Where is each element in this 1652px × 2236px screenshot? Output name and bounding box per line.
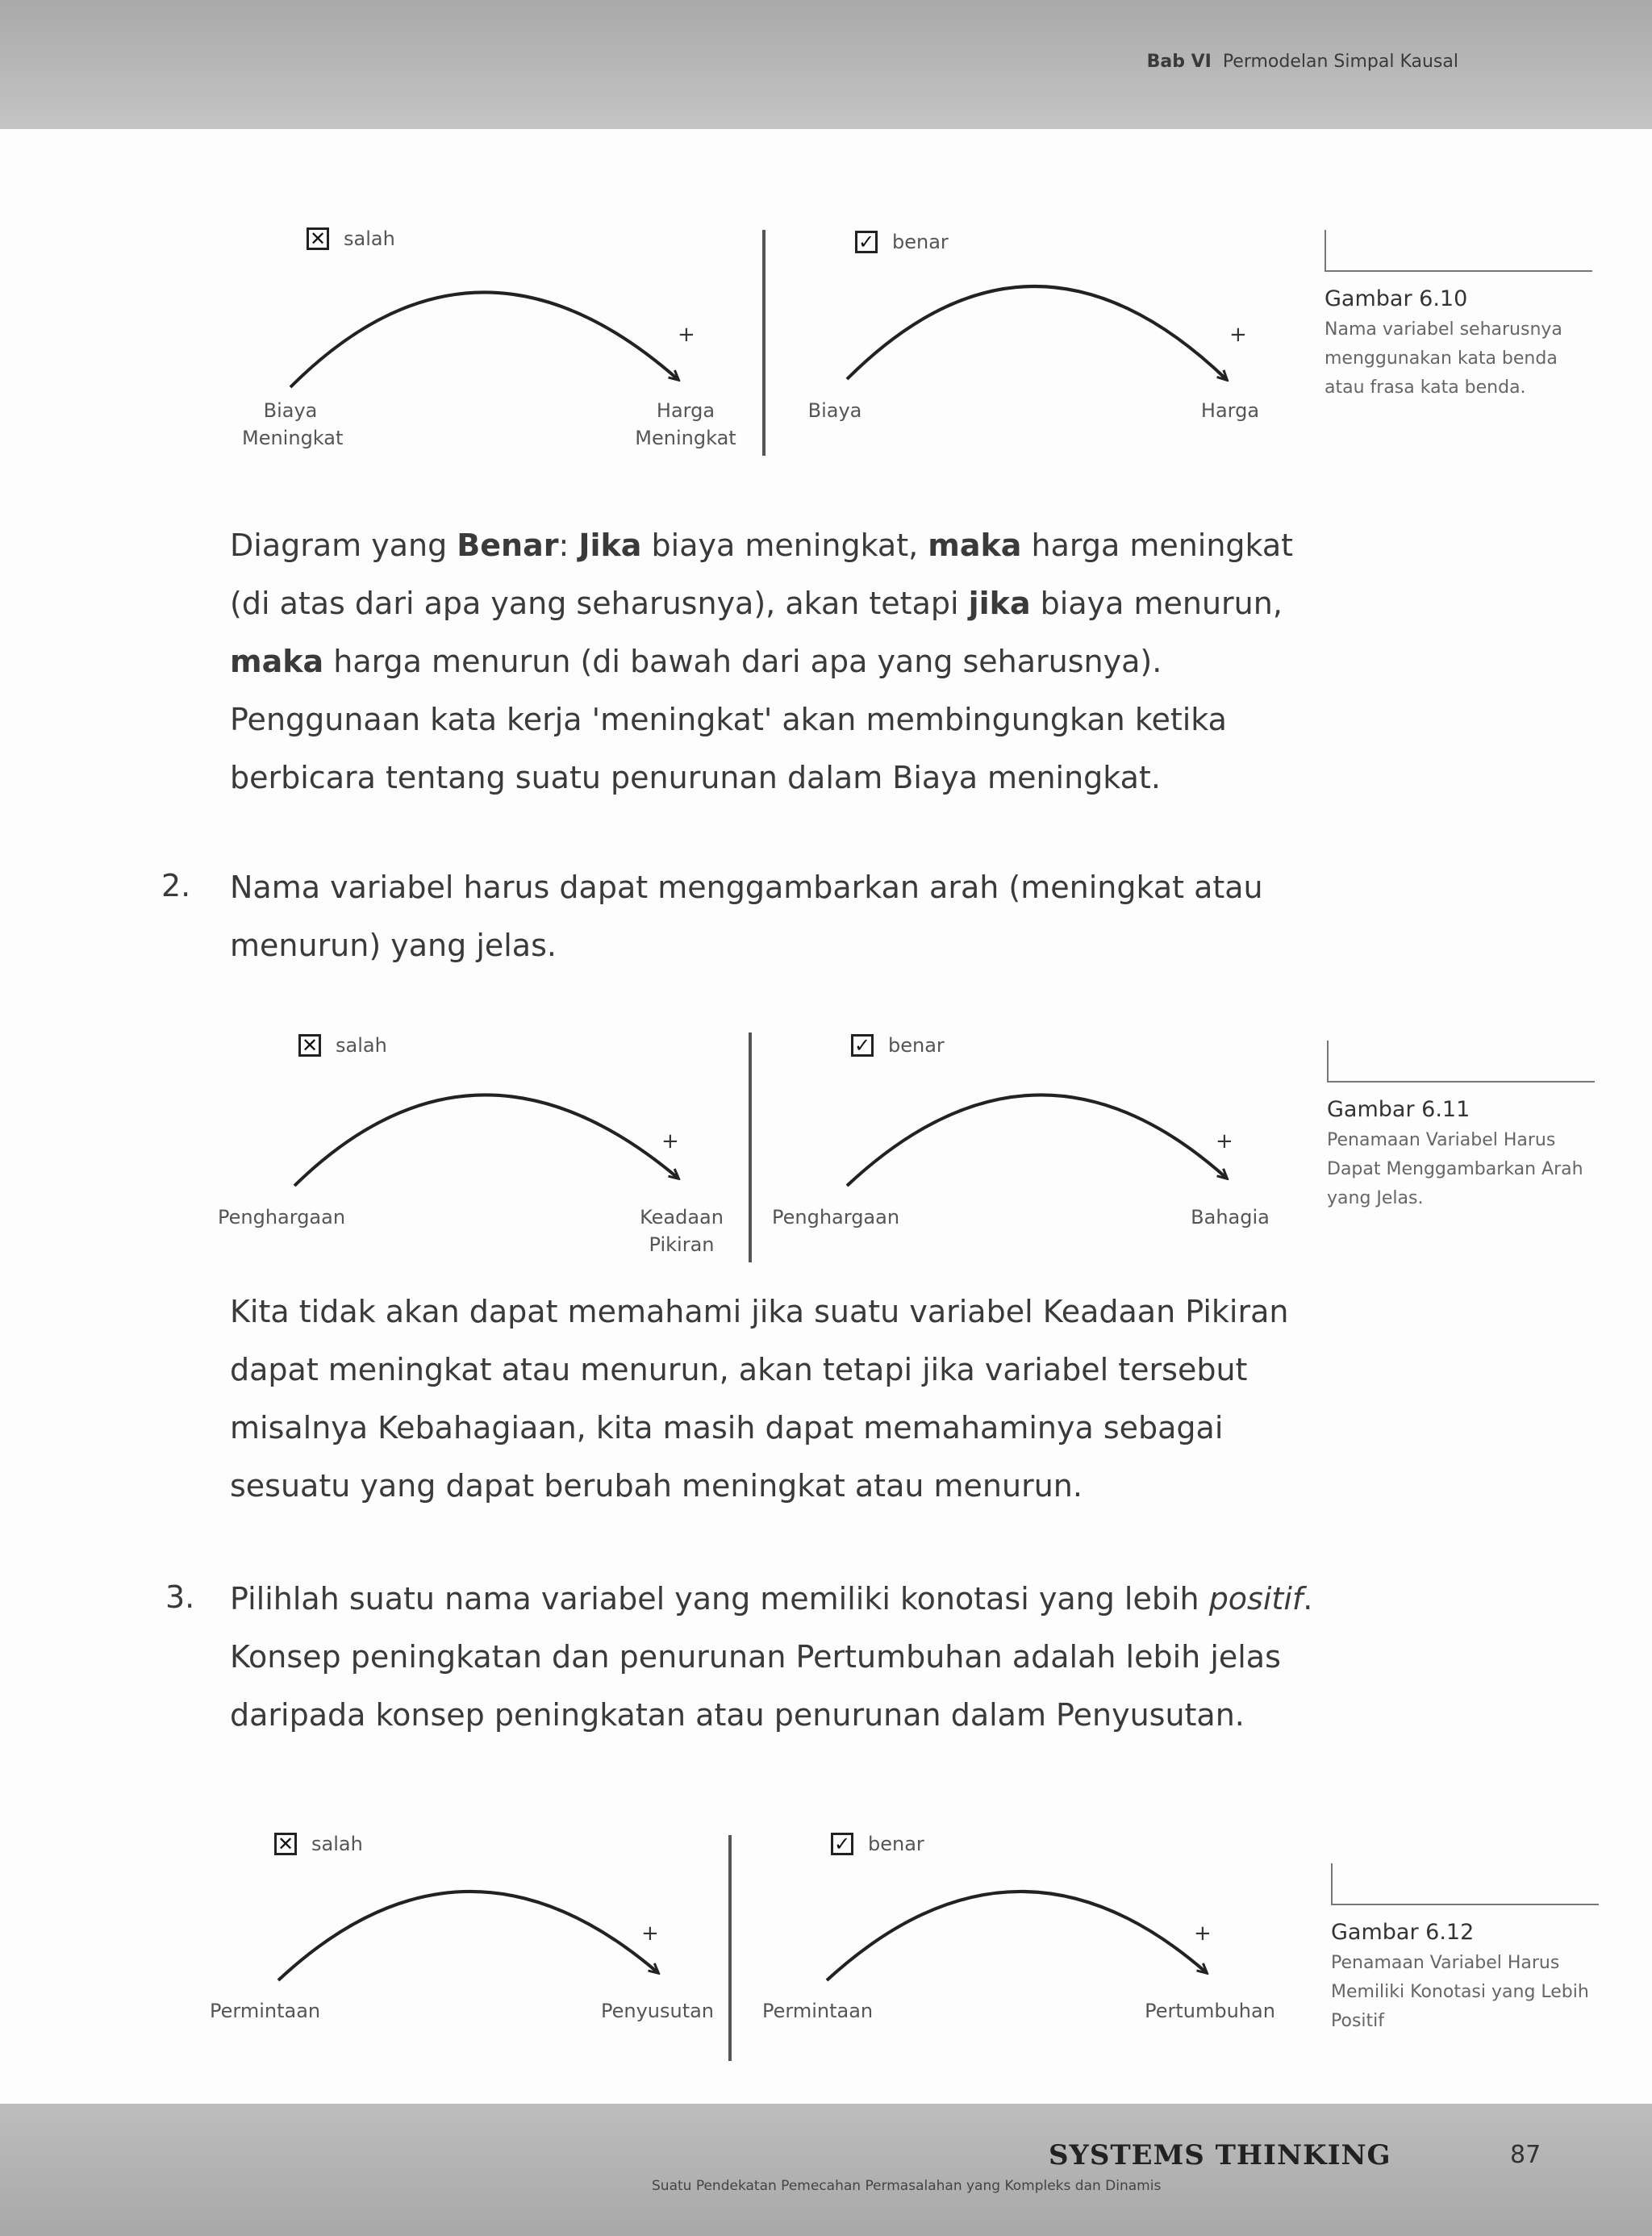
wrong-marker (307, 227, 395, 250)
wrong-label: salah (311, 1833, 363, 1855)
causal-arc-right (750, 1823, 1299, 2065)
figure-6-10-wrong (210, 218, 742, 476)
x-box-icon: ✕ (307, 227, 329, 250)
figure-6-11-right (770, 1024, 1303, 1274)
wrong-label: salah (336, 1034, 387, 1057)
variable-to: Pertumbuhan (1145, 2000, 1275, 2022)
variable-from: Biaya Meningkat (242, 399, 344, 449)
caption-bracket (1327, 1041, 1595, 1083)
caption-bracket (1331, 1863, 1599, 1905)
caption-text: Penamaan Variabel Harus Memiliki Konotasi yang Lebih Positif (1331, 1953, 1589, 2031)
variable-from: Permintaan (210, 2000, 321, 2022)
variable-from: Biaya (807, 399, 862, 422)
check-box-icon: ✓ (831, 1833, 853, 1855)
caption-title: Gambar 6.12 (1331, 1920, 1475, 1945)
figure-6-10-right (799, 218, 1315, 476)
figure-6-11-wrong (218, 1024, 750, 1274)
right-label: benar (888, 1034, 945, 1057)
polarity-plus: + (678, 323, 695, 347)
right-marker (831, 1833, 924, 1855)
polarity-plus: + (1216, 1129, 1233, 1153)
causal-arc-right (799, 218, 1315, 476)
variable-from: Penghargaan (218, 1206, 346, 1229)
caption-text: Nama variabel seharusnya menggunakan kata benda atau frasa kata benda. (1325, 319, 1562, 398)
item-number: 3. (165, 1579, 195, 1615)
figure-divider (728, 1835, 732, 2061)
caption-text: Penamaan Variabel Harus Dapat Menggambarkan Arah yang Jelas. (1327, 1130, 1583, 1208)
variable-to: Penyusutan (600, 2000, 715, 2022)
list-item-3: Pilihlah suatu nama variabel yang memiliki konotasi yang lebih positif. Konsep peningkatan dan penurunan Pertumbuhan adalah lebih jelas daripada konsep peningkatan atau penurunan dalam Penyusutan. (230, 1581, 1313, 1733)
running-header (1147, 52, 1458, 72)
variable-from: Permintaan (762, 2000, 874, 2022)
variable-to: Harga Meningkat (635, 399, 736, 449)
right-marker (855, 231, 949, 253)
polarity-plus: + (1194, 1921, 1212, 1946)
right-label: benar (892, 231, 949, 253)
polarity-plus: + (1229, 323, 1247, 347)
book-subtitle: Suatu Pendekatan Pemecahan Permasalahan yang Kompleks dan Dinamis (652, 2178, 1162, 2194)
figure-6-12-wrong (206, 1823, 738, 2065)
right-label: benar (868, 1833, 924, 1855)
paragraph-2: Kita tidak akan dapat memahami jika suatu variabel Keadaan Pikiran dapat meningkat atau menurun, akan tetapi jika variabel tersebut misalnya Kebahagiaan, kita masih dapat memahaminya sebagai sesuatu yang dapat berubah meningkat atau menurun. (230, 1294, 1289, 1504)
wrong-label: salah (344, 227, 395, 250)
check-box-icon: ✓ (851, 1034, 874, 1057)
variable-to: Keadaan Pikiran (640, 1206, 724, 1256)
figure-divider (749, 1032, 752, 1262)
right-marker (851, 1034, 945, 1057)
page-footer (0, 2104, 1652, 2236)
x-box-icon: ✕ (298, 1034, 321, 1057)
x-box-icon: ✕ (274, 1833, 297, 1855)
figure-6-12-right (750, 1823, 1299, 2065)
figure-divider (762, 230, 766, 456)
page-number: 87 (1510, 2141, 1541, 2169)
wrong-marker (298, 1034, 387, 1057)
variable-from: Penghargaan (772, 1206, 900, 1229)
check-box-icon: ✓ (855, 231, 878, 253)
caption-bracket (1325, 230, 1592, 272)
list-item-2: Nama variabel harus dapat menggambarkan arah (meningkat atau menurun) yang jelas. (230, 870, 1263, 963)
polarity-plus: + (661, 1129, 679, 1153)
item-number: 2. (161, 868, 191, 903)
variable-to: Harga (1200, 399, 1260, 422)
wrong-marker (274, 1833, 363, 1855)
paragraph-1: Diagram yang Benar: Jika biaya meningkat, maka harga meningkat (di atas dari apa yang seharusnya), akan tetapi jika biaya menurun, maka harga menurun (di bawah dari apa yang seharusnya). Penggunaan kata kerja 'meningkat' akan membingungkan ketika berbicara tentang suatu penurunan dalam Biaya meningkat. (230, 528, 1294, 795)
caption-title: Gambar 6.11 (1327, 1097, 1471, 1122)
variable-to: Bahagia (1191, 1206, 1270, 1229)
book-title: SYSTEMS THINKING (1049, 2139, 1391, 2171)
caption-title: Gambar 6.10 (1325, 286, 1468, 311)
chapter-label: Bab VI (1146, 52, 1212, 72)
chapter-title: Permodelan Simpal Kausal (1222, 52, 1458, 72)
polarity-plus: + (641, 1921, 659, 1946)
